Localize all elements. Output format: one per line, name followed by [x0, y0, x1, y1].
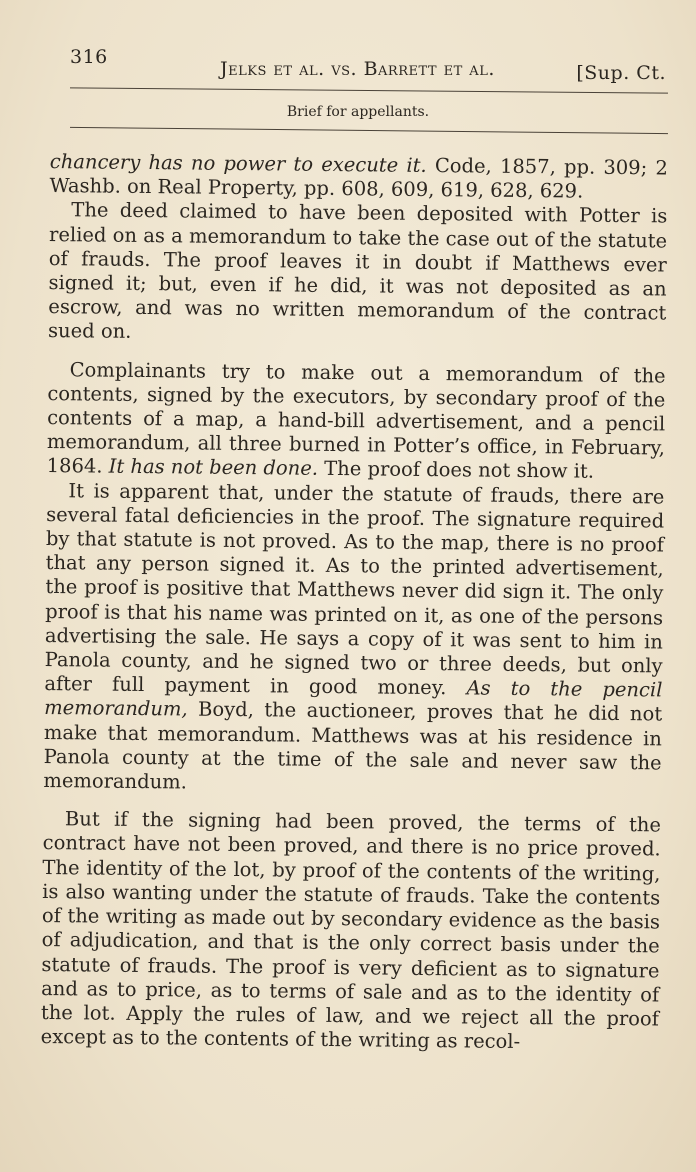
running-head [70, 44, 666, 84]
italic-text: chancery has no power to execute it. [49, 150, 427, 177]
paragraph [48, 198, 667, 350]
text-run: Complainants try to make out a memorandum of the contents, signed by the executors, by secondary proof of the contents of a map, a hand-bill advertisement, and a pencil memorandum, all three burned in Potter’s office, in February, 1864. [46, 357, 666, 479]
paragraph [43, 479, 664, 800]
text-run: Boyd, the auctioneer, proves that he did not make that memorandum. Matthews was at his residence in Panola county at the time of the sale and never saw the memorandum. [43, 697, 663, 794]
italic-text: It has not been done. [108, 455, 319, 481]
text-run: But if the signing had been proved, the terms of the contract have not been proved, and there is no price proved. The identity of the lot, by proof of the contents of the writing, is also wanting under the statute of frauds. Take the contents of the writing as made out by secondary evidence as the basis of adjudication, and that is the only correct basis under the statute of frauds. The proof is very deficient as to signature and as to price, as to terms of sale and as to the identity of the lot. Apply the rules of law, and we reject all the proof except as to the contents of the writing as recol- [40, 807, 662, 1054]
text-run: It is apparent that, under the statute of frauds, there are several fatal deficiencies in the proof. The signature required by that statute is not proved. As to the map, there is no proof that any person signed it. As to the printed advertisement, the proof is positive that Matthews never did sign it. The only proof is that his name was printed on it, as one of the persons advertising the sale. He says a copy of it was sent to him in Panola county, and he signed two or three deeds, but only after full payment in good money. [44, 478, 665, 700]
case-title: Jelks et al. vs. Barrett et al. [220, 58, 495, 80]
header-rule-bottom [70, 127, 668, 134]
italic-text: As to the pencil memorandum, [44, 676, 663, 721]
paragraph [41, 807, 662, 1055]
text-run: The deed claimed to have been deposited with Potter is relied on as a memorandum to take the case out of the statute of frauds. The proof leaves it in doubt if Matthews ever signed it; but, even if he did, it was not deposited as an escrow, and was no written memorandum of the contract sued on. [47, 198, 668, 344]
section-subheading: Brief for appellants. [286, 104, 430, 120]
paragraph [47, 358, 666, 485]
paragraph [49, 150, 667, 205]
body-text [41, 150, 668, 1056]
text-run: The proof does not show it. [317, 457, 595, 484]
header-rule-top [70, 87, 668, 93]
page-number: 316 [70, 46, 108, 68]
text-run: Code, 1857, pp. 309; 2 Washb. on Real Property, pp. 608, 609, 619, 628, 629. [49, 153, 668, 203]
court-label: [Sup. Ct. [576, 62, 666, 84]
